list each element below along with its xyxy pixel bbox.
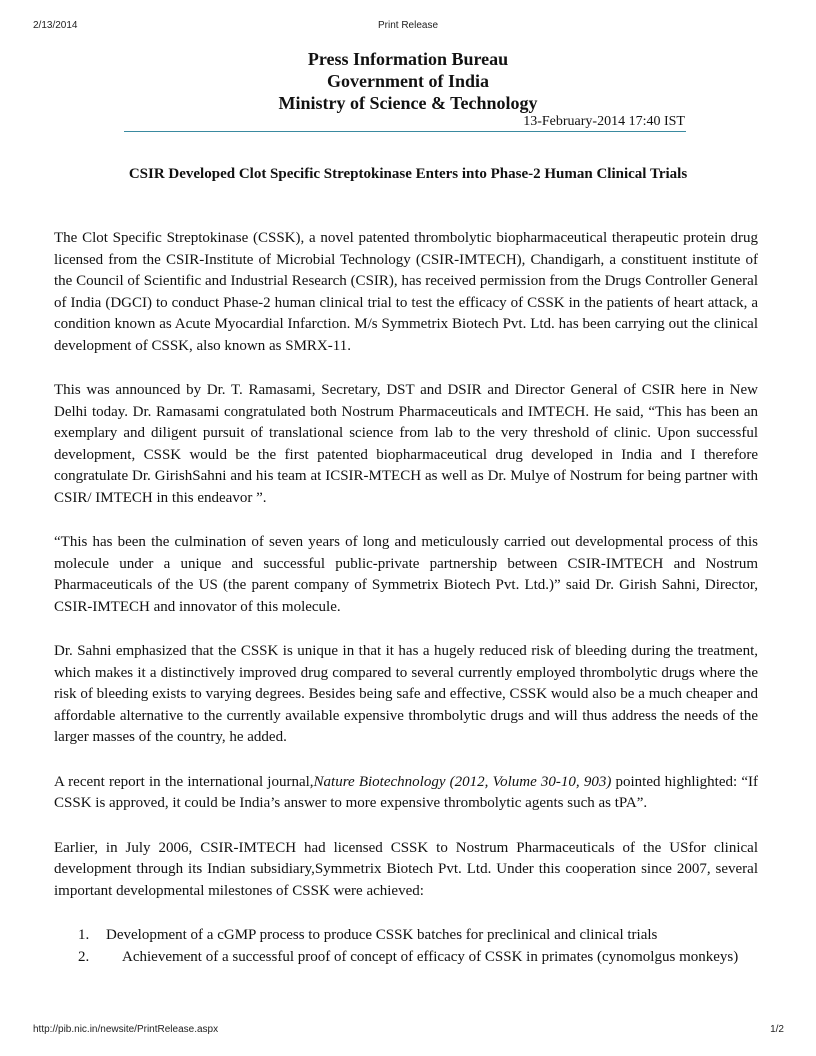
paragraph-3: “This has been the culmination of seven years of long and meticulously carried out developmental process of this molecule under a unique and successful public-private partnership between CSIR-IMTECH and Nostrum Pharmaceuticals of the US (the parent company of Symmetrix Biotech Pvt. Ltd.)” said Dr. Girish Sahni, Director, CSIR-IMTECH and innovator of this molecule. bbox=[54, 534, 758, 615]
paragraph-5-intro: A recent report in the international journal, bbox=[54, 773, 314, 790]
paragraph-2: This was announced by Dr. T. Ramasami, Secretary, DST and DSIR and Director General of CSIR here in New Delhi today. Dr. Ramasami congratulated both Nostrum Pharmaceuticals and IMTECH. He said, “This has been an exemplary and diligent pursuit of translational science from lab to the very threshold of clinic. Upon successful development, CSSK would be the first patented biopharmaceutical drug developed in India and I therefore congratulate Dr. GirishSahni and his team at ICSIR-MTECH as well as Dr. Mulye of Nostrum for being partner with CSIR/ IMTECH in this endeavor ”. bbox=[54, 382, 758, 506]
journal-citation: Nature Biotechnology (2012, Volume 30-10, 903) bbox=[313, 773, 612, 790]
government-name: Government of India bbox=[327, 71, 489, 91]
footer-url: http://pib.nic.in/newsite/PrintRelease.aspx bbox=[33, 1024, 219, 1035]
ministry-name: Ministry of Science & Technology bbox=[278, 93, 538, 113]
list-item-text: Development of a cGMP process to produce CSSK batches for preclinical and clinical trials bbox=[106, 927, 658, 943]
page-number: 1/2 bbox=[770, 1024, 784, 1035]
bureau-header bbox=[0, 48, 816, 114]
release-datetime: 13-February-2014 17:40 IST bbox=[523, 114, 685, 129]
list-item bbox=[54, 925, 758, 947]
headline: CSIR Developed Clot Specific Streptokinase Enters into Phase-2 Human Clinical Trials bbox=[128, 166, 688, 182]
list-item bbox=[54, 947, 758, 969]
paragraph-6: Earlier, in July 2006, CSIR-IMTECH had licensed CSSK to Nostrum Pharmaceuticals of the USfor clinical development through its Indian subsidiary,Symmetrix Biotech Pvt. Ltd. Under this cooperation since 2007, several important developmental milestones of CSSK were achieved: bbox=[54, 839, 758, 899]
list-item-number: 1. bbox=[78, 927, 90, 943]
paragraph-5 bbox=[54, 772, 758, 815]
header-divider bbox=[124, 131, 686, 132]
paragraph-5-quote: pointed highlighted: “If CSSK is approved, it could be India’s answer to more expensive thrombolytic agents such as tPA”. bbox=[54, 773, 758, 811]
print-title: Print Release bbox=[377, 20, 439, 31]
milestones-list bbox=[54, 925, 758, 968]
print-date: 2/13/2014 bbox=[33, 20, 78, 31]
paragraph-1: The Clot Specific Streptokinase (CSSK), a novel patented thrombolytic biopharmaceutical therapeutic protein drug licensed from the CSIR-Institute of Microbial Technology (CSIR-IMTECH), Chandigarh, a constituent institute of the Council of Scientific and Industrial Research (CSIR), has received permission from the Drugs Controller General of India (DGCI) to conduct Phase-2 human clinical trial to test the efficacy of CSSK in the patients of heart attack, a condition known as Acute Myocardial Infarction. M/s Symmetrix Biotech Pvt. Ltd. has been carrying out the clinical development of CSSK, also known as SMRX-11. bbox=[54, 230, 758, 354]
bureau-name: Press Information Bureau bbox=[307, 49, 509, 69]
list-item-text: Achievement of a successful proof of concept of efficacy of CSSK in primates (cynomolgus monkeys) bbox=[122, 948, 739, 965]
list-item-number: 2. bbox=[78, 948, 90, 965]
paragraph-4: Dr. Sahni emphasized that the CSSK is unique in that it has a hugely reduced risk of bleeding during the treatment, which makes it a distinctively improved drug compared to several currently employed thrombolytic drugs where the risk of bleeding exists to varying degrees. Besides being safe and effective, CSSK would also be a much cheaper and affordable alternative to the currently available expensive thrombolytic drugs and will thus address the needs of the larger masses of the country, he added. bbox=[54, 643, 758, 745]
article-body bbox=[54, 228, 758, 968]
